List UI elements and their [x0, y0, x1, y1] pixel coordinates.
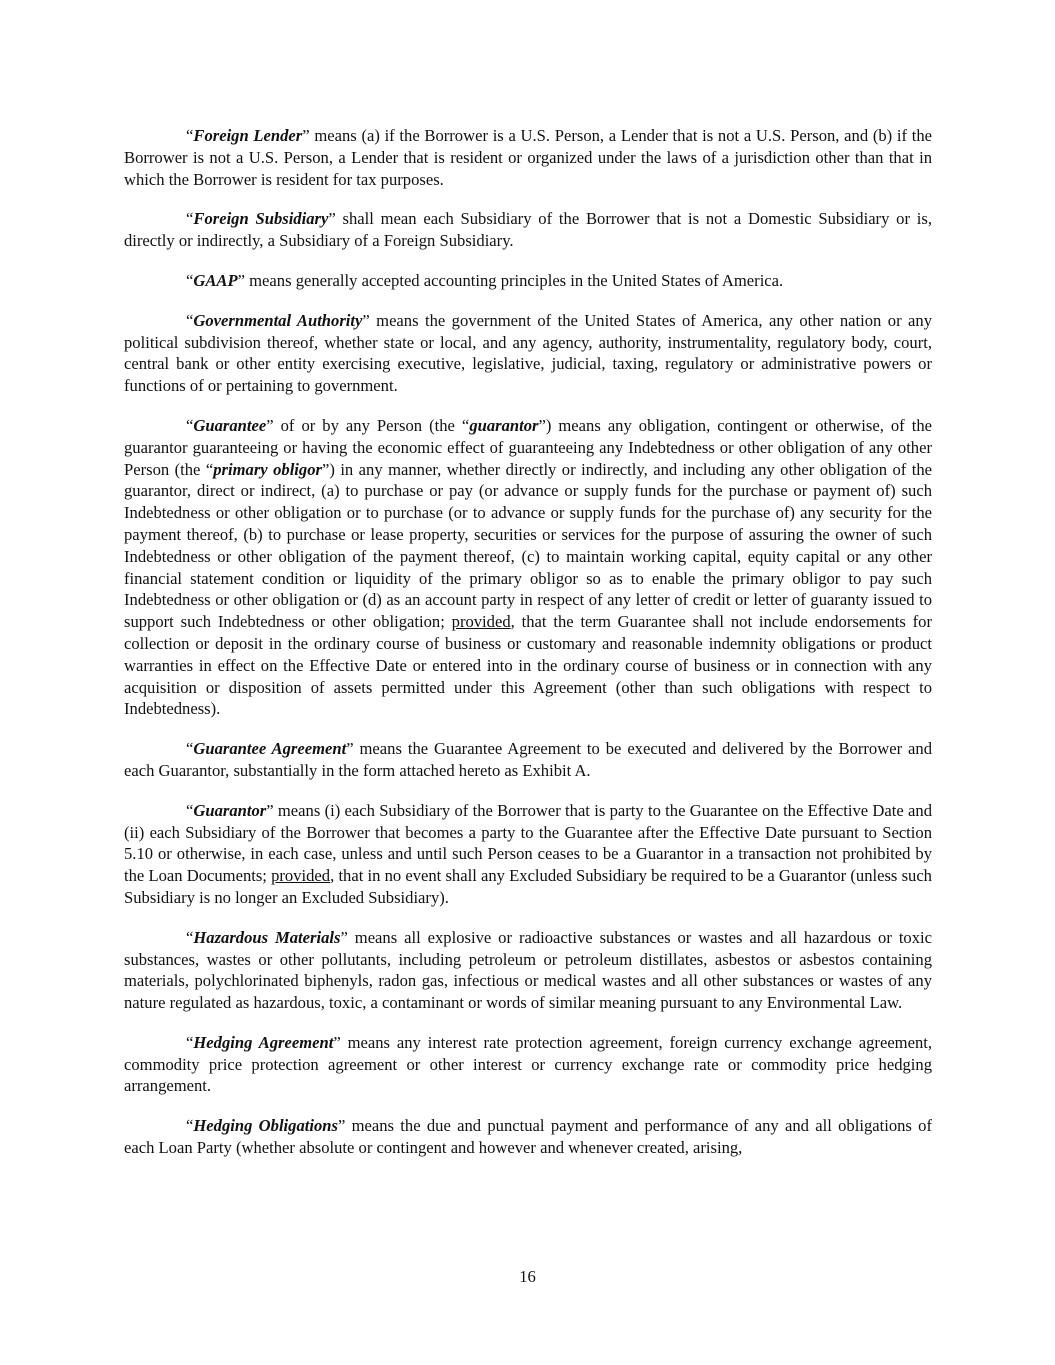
open-quote: “ — [186, 800, 194, 820]
definition-text: ” means (i) each Subsidiary of the Borrower that is party to the Guarantee on the Effective Date and (ii) each Subsidiary of the Borrower that becomes a party to the Guarantee after the Effective Date pursuant to Section 5.10 or otherwise, in each case, unless and until such Person ceases to be a Guarantor in a transaction not prohibited by the Loan Documents; — [124, 800, 932, 886]
definition-text: , that in no event shall any Excluded Subsidiary be required to be a Guarantor (unless such Subsidiary is no longer an Excluded Subsidiary). — [124, 866, 932, 907]
definition-guarantor — [124, 800, 932, 909]
term-hedging-obligations: Hedging Obligations — [193, 1116, 338, 1136]
definition-hazardous-materials — [124, 927, 932, 1014]
definition-text: ” means (a) if the Borrower is a U.S. Person, a Lender that is not a U.S. Person, and (b) if the Borrower is not a U.S. Person, a Lender that is resident or organized under the laws of a jurisdiction other than that in which the Borrower is resident for tax purposes. — [124, 126, 932, 189]
definition-text: ” means the due and punctual payment and performance of any and all obligations of each Loan Party (whether absolute or contingent and however and whenever created, arising, — [124, 1116, 932, 1158]
page-number: 16 — [519, 1267, 536, 1286]
open-quote: “ — [186, 209, 194, 229]
definition-guarantee — [124, 415, 932, 720]
definition-text: ” means generally accepted accounting principles in the United States of America. — [237, 270, 784, 290]
term-guarantee-agreement: Guarantee Agreement — [193, 739, 347, 759]
document-page — [124, 125, 932, 1177]
definition-hedging-obligations — [124, 1115, 932, 1159]
open-quote: “ — [186, 1032, 194, 1052]
underlined-provided: provided — [271, 866, 331, 886]
definition-text: ” means the government of the United States of America, any other nation or any political subdivision thereof, whether state or local, and any agency, authority, instrumentality, regulatory body, court, central bank or other entity exercising executive, legislative, judicial, taxing, regulatory or administrative powers or functions of or pertaining to government. — [124, 310, 932, 396]
underlined-provided: provided — [451, 612, 511, 632]
open-quote: “ — [186, 1116, 194, 1136]
term-primary-obligor: primary obligor — [213, 459, 322, 479]
definition-hedging-agreement — [124, 1032, 932, 1097]
term-foreign-subsidiary: Foreign Subsidiary — [193, 209, 329, 229]
term-gaap: GAAP — [193, 270, 238, 290]
definition-gaap — [124, 270, 932, 292]
term-guarantor: Guarantor — [193, 800, 267, 820]
open-quote: “ — [186, 310, 194, 330]
definition-text: ” of or by any Person (the “ — [266, 415, 470, 435]
definition-text: , that the term Guarantee shall not include endorsements for collection or deposit in the ordinary course of business or customary and reasonable indemnity obligations or product warranties in effect on the Effective Date or entered into in the ordinary course of business or in connection with any acquisition or disposition of assets permitted under this Agreement (other than such obligations with respect to Indebtedness). — [124, 612, 932, 719]
term-governmental-authority: Governmental Authority — [193, 310, 363, 330]
definition-text: ” means all explosive or radioactive substances or wastes and all hazardous or toxic substances, wastes or other pollutants, including petroleum or petroleum distillates, asbestos or asbestos containing materials, polychlorinated biphenyls, radon gas, infectious or medical wastes and all other substances or wastes of any nature regulated as hazardous, toxic, a contaminant or words of similar meaning pursuant to any Environmental Law. — [124, 927, 932, 1013]
definition-text: ” shall mean each Subsidiary of the Borrower that is not a Domestic Subsidiary or is, directly or indirectly, a Subsidiary of a Foreign Subsidiary. — [124, 209, 932, 251]
term-foreign-lender: Foreign Lender — [193, 126, 303, 145]
definition-guarantee-agreement — [124, 738, 932, 782]
term-hedging-agreement: Hedging Agreement — [193, 1032, 334, 1052]
definition-text: ”) means any obligation, contingent or otherwise, of the guarantor guaranteeing or having the economic effect of guaranteeing any Indebtedness or other obligation of any other Person (the “ — [124, 415, 933, 479]
definition-text: ” means the Guarantee Agreement to be executed and delivered by the Borrower and each Guarantor, substantially in the form attached hereto as Exhibit A. — [124, 739, 932, 780]
open-quote: “ — [186, 415, 194, 435]
open-quote: “ — [186, 126, 194, 145]
open-quote: “ — [186, 927, 194, 947]
definition-text: ”) in any manner, whether directly or indirectly, and including any other obligation of the guarantor, direct or indirect, (a) to purchase or pay (or advance or supply funds for the purchase or payment of) such Indebtedness or other obligation or to purchase (or to advance or supply funds for the purchase of) any security for the payment thereof, (b) to purchase or lease property, securities or services for the purpose of assuring the owner of such Indebtedness or other obligation of the payment thereof, (c) to maintain working capital, equity capital or any other financial statement condition or liquidity of the primary obligor so as to enable the primary obligor to pay such Indebtedness or other obligation or (d) as an account party in respect of any letter of credit or letter of guaranty issued to support such Indebtedness or other obligation; — [124, 459, 933, 632]
term-guarantor-inline: guarantor — [469, 415, 539, 435]
open-quote: “ — [186, 739, 194, 759]
term-hazardous-materials: Hazardous Materials — [193, 927, 341, 947]
open-quote: “ — [186, 270, 194, 290]
definition-foreign-lender — [124, 125, 932, 190]
definition-foreign-subsidiary — [124, 208, 932, 252]
definition-governmental-authority — [124, 310, 932, 397]
definition-text: ” means any interest rate protection agreement, foreign currency exchange agreement, commodity price protection agreement or other interest or currency exchange rate or commodity price hedging arrangement. — [124, 1032, 933, 1096]
term-guarantee: Guarantee — [193, 415, 267, 435]
